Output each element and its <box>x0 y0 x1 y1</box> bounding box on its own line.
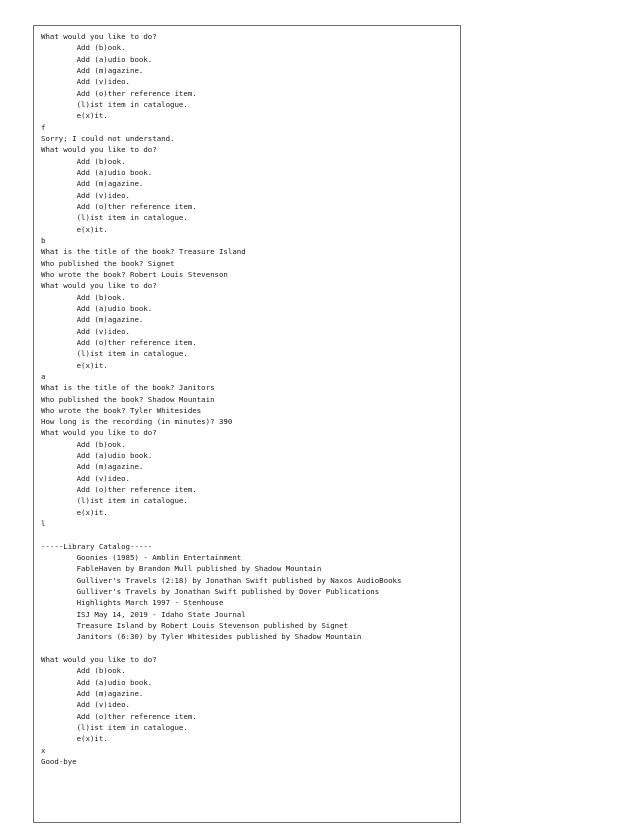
console-line: Add (a)udio book. <box>41 167 153 177</box>
console-line: Add (o)ther reference item. <box>41 485 197 495</box>
console-line: e(x)it. <box>41 111 108 121</box>
console-line: Gulliver's Travels (2:18) by Jonathan Swift published by Naxos AudioBooks <box>41 575 402 585</box>
console-line: Add (b)ook. <box>41 439 126 449</box>
console-line: Add (b)ook. <box>41 292 126 302</box>
console-output <box>41 31 456 767</box>
console-line: Add (b)ook. <box>41 666 126 676</box>
console-line: Who published the book? Signet <box>41 258 175 268</box>
console-line: Add (o)ther reference item. <box>41 88 197 98</box>
console-line: What would you like to do? <box>41 655 157 665</box>
console-line: f <box>41 122 46 132</box>
console-line: Add (o)ther reference item. <box>41 337 197 347</box>
console-line: Add (v)ideo. <box>41 473 130 483</box>
console-line: a <box>41 371 46 381</box>
console-line: Good-bye <box>41 757 77 766</box>
console-line: (l)ist item in catalogue. <box>41 99 188 109</box>
console-line: Add (a)udio book. <box>41 54 153 64</box>
console-line: How long is the recording (in minutes)? 390 <box>41 417 233 427</box>
console-line: (l)ist item in catalogue. <box>41 349 188 359</box>
console-line: Treasure Island by Robert Louis Stevenson published by Signet <box>41 621 349 631</box>
console-line: What is the title of the book? Treasure Island <box>41 247 246 257</box>
console-line: Add (v)ideo. <box>41 77 130 87</box>
console-line: Add (m)agazine. <box>41 65 144 75</box>
console-line <box>41 529 456 540</box>
console-line: Add (m)agazine. <box>41 462 144 472</box>
console-line: Gulliver's Travels by Jonathan Swift published by Dover Publications <box>41 587 380 597</box>
console-line: What is the title of the book? Janitors <box>41 383 215 393</box>
console-line: Janitors (6:30) by Tyler Whitesides published by Shadow Mountain <box>41 632 362 642</box>
console-line: l <box>41 519 46 529</box>
console-line: Add (v)ideo. <box>41 700 130 710</box>
console-line: (l)ist item in catalogue. <box>41 213 188 223</box>
console-window <box>33 25 461 823</box>
console-line: Goonies (1985) - Amblin Entertainment <box>41 553 242 563</box>
console-line: Add (v)ideo. <box>41 326 130 336</box>
console-line: Add (v)ideo. <box>41 190 130 200</box>
console-line: What would you like to do? <box>41 145 157 155</box>
console-line: (l)ist item in catalogue. <box>41 496 188 506</box>
console-line: FableHaven by Brandon Mull published by Shadow Mountain <box>41 564 322 574</box>
console-line: (l)ist item in catalogue. <box>41 723 188 733</box>
console-line: e(x)it. <box>41 360 108 370</box>
console-line: Add (a)udio book. <box>41 677 153 687</box>
console-line <box>41 643 456 654</box>
console-line: Add (m)agazine. <box>41 179 144 189</box>
console-line: b <box>41 235 46 245</box>
console-line: ISJ May 14, 2019 - Idaho State Journal <box>41 609 246 619</box>
console-line: Who published the book? Shadow Mountain <box>41 394 215 404</box>
console-line: Add (o)ther reference item. <box>41 711 197 721</box>
console-line: What would you like to do? <box>41 281 157 291</box>
console-line: What would you like to do? <box>41 428 157 438</box>
console-line: -----Library Catalog----- <box>41 541 153 551</box>
console-line: e(x)it. <box>41 734 108 744</box>
console-line: Who wrote the book? Tyler Whitesides <box>41 405 202 415</box>
console-line: Add (a)udio book. <box>41 451 153 461</box>
console-line: e(x)it. <box>41 224 108 234</box>
console-line: e(x)it. <box>41 507 108 517</box>
console-line: What would you like to do? <box>41 32 157 41</box>
console-line: Add (m)agazine. <box>41 689 144 699</box>
console-line: Who wrote the book? Robert Louis Stevenson <box>41 269 228 279</box>
console-line: Highlights March 1997 - Stenhouse <box>41 598 224 608</box>
console-line: Add (b)ook. <box>41 156 126 166</box>
console-line: Add (a)udio book. <box>41 303 153 313</box>
console-line: Add (o)ther reference item. <box>41 201 197 211</box>
console-line: Add (m)agazine. <box>41 315 144 325</box>
console-line: Sorry; I could not understand. <box>41 133 175 143</box>
console-line: Add (b)ook. <box>41 43 126 53</box>
console-line: x <box>41 745 46 755</box>
